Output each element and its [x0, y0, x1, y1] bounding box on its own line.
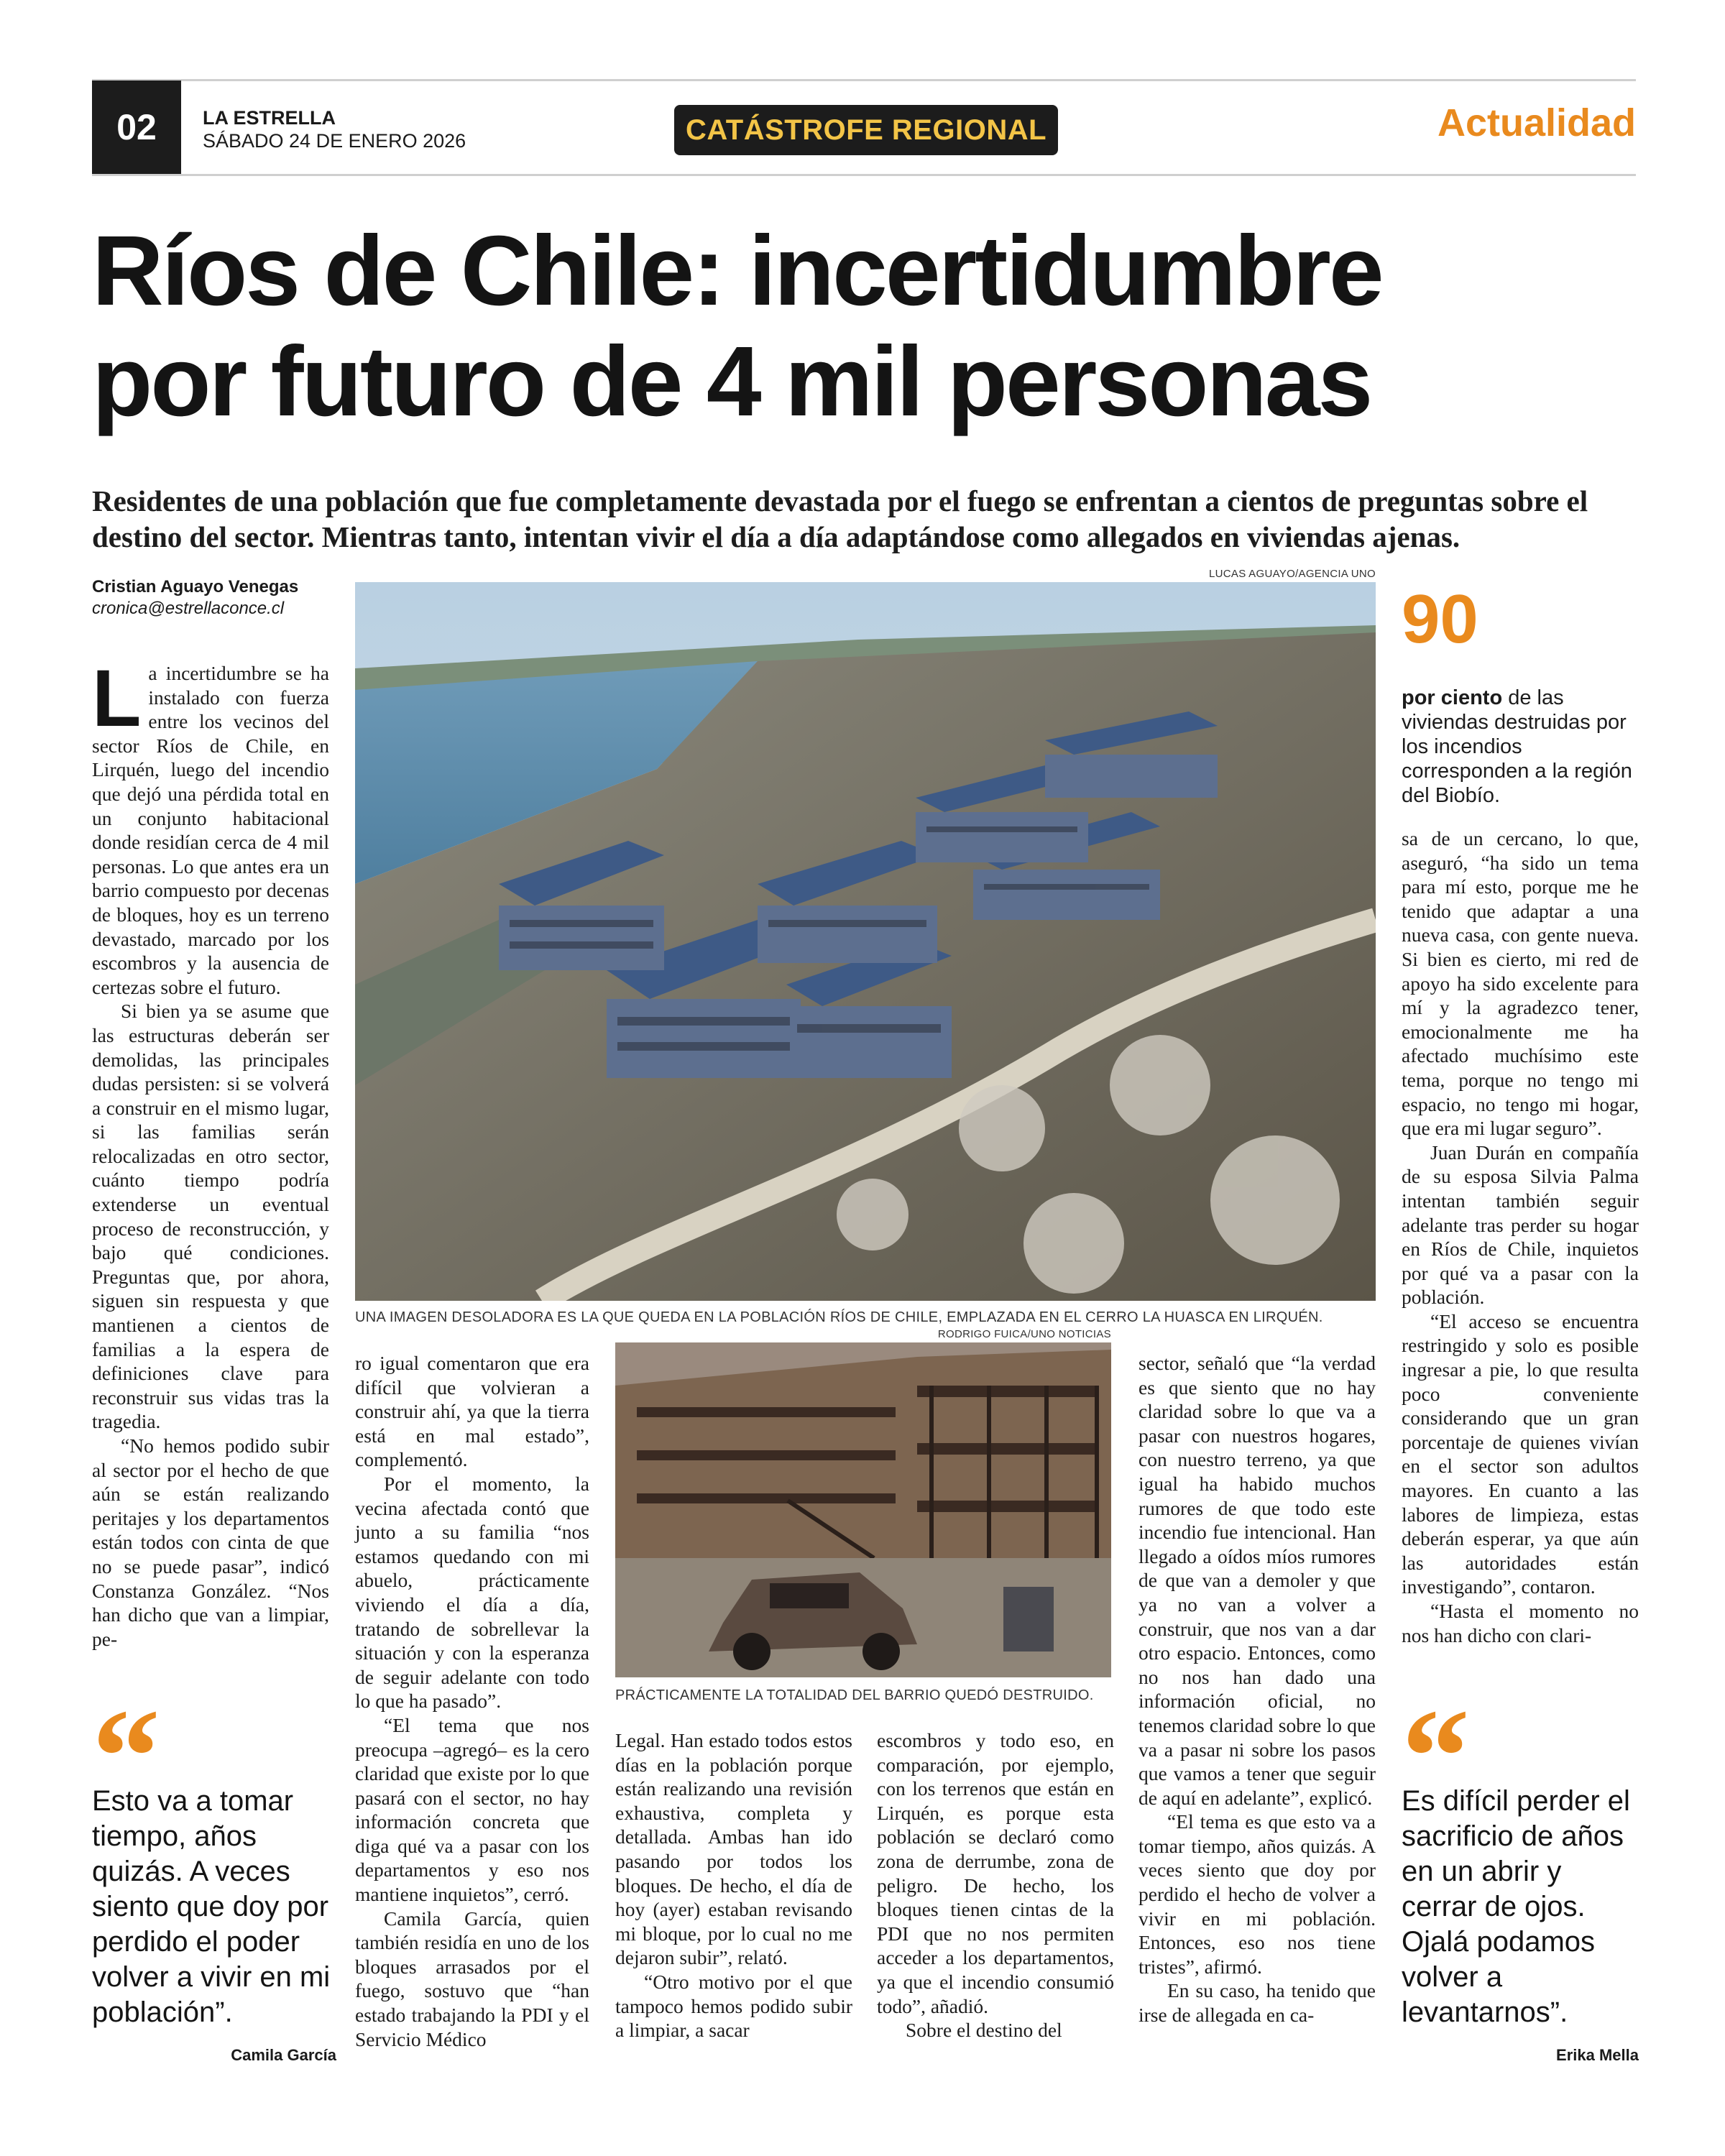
main-photo: [355, 582, 1376, 1301]
paragraph: “Hasta el momento no nos han dicho con clari-: [1402, 1600, 1639, 1646]
header-top-rule: [92, 79, 1636, 81]
paragraph: sa de un cercano, lo que, aseguró, “ha sido un tema para mí esto, porque me he tenido que adaptar a una nueva casa, con gente nueva. Si bien es cierto, mi red de apoyo ha sido excelente para mí y la agradezco tener, emocionalmente me ha afectado muchísimo este tema, porque no tengo mi espacio, no tengo mi hogar, que era mi lugar seguro”.: [1402, 827, 1639, 1140]
stat-description: por ciento de las viviendas destruidas por los incendios corresponden a la región del Biobío.: [1402, 686, 1632, 807]
paragraph: escombros y todo eso, en comparación, por ejemplo, con los terrenos que están en Lirquén, es porque esta población se declaró como zona de derrumbe, zona de peligro. De hecho, los bloques tienen cintas de la PDI que no nos permiten acceder a los departamentos, ya que el incendio consumió todo”, añadió.: [877, 1729, 1114, 2017]
paragraph: “El tema que nos preocupa –agregó– es la cero claridad que existe por lo que pasará con el sector, no hay información concreta que diga qué va a pasar con los departamentos y eso nos mantiene inquietos”, cerró.: [355, 1713, 589, 1906]
drop-cap: L: [92, 653, 142, 743]
aerial-burned-neighborhood-image: [355, 582, 1376, 1301]
article-column-3: [615, 1728, 852, 2042]
quote-mark-icon: [92, 1703, 336, 1775]
pull-quote-author: Erika Mella: [1556, 2046, 1639, 2064]
author-name: Cristian Aguayo Venegas: [92, 577, 299, 596]
issue-date: SÁBADO 24 DE ENERO 2026: [203, 130, 466, 152]
page-number: 02: [92, 80, 181, 174]
article-deck: Residentes de una población que fue completamente devastada por el fuego se enfrentan a cientos de preguntas sobre el destino del sector. Mientras tanto, intentan vivir el día a día adaptándose como allegados en viviendas ajenas.: [92, 484, 1588, 553]
main-photo-credit: LUCAS AGUAYO/AGENCIA UNO: [1209, 568, 1376, 580]
byline: [92, 576, 336, 619]
quote-mark-icon: [1402, 1703, 1639, 1775]
article-column-2: [355, 1351, 589, 2051]
header-bottom-rule: [92, 174, 1636, 176]
paper-name: LA ESTRELLA: [203, 107, 336, 129]
burned-car-building-image: [615, 1342, 1111, 1677]
paragraph: Legal. Han estado todos estos días en la población porque están realizando una revisión exhaustiva, completa y detallada. Ambas han ido pasando por todos los bloques. De hecho, el día de hoy (ayer) estaban revisando mi bloque, por lo cual no me dejaron subir”, relató.: [615, 1729, 852, 1969]
article-column-1: [92, 653, 329, 1651]
pull-quote-text: Esto va a tomar tiempo, años quizás. A veces siento que doy por perdido el poder volver a vivir en mi población”.: [92, 1785, 331, 2028]
headline: [92, 216, 1644, 437]
stat-number: 90: [1402, 581, 1478, 658]
paragraph: Camila García, quien también residía en uno de los bloques arrasados por el fuego, sostuvo que “han estado trabajando la PDI y el Servicio Médico: [355, 1907, 589, 2050]
pull-quote-text: Es difícil perder el sacrificio de años en un abrir y cerrar de ojos. Ojalá podamos volver a levantarnos”.: [1402, 1785, 1630, 2028]
headline-line-1: Ríos de Chile: incertidumbre: [92, 216, 1382, 326]
paragraph: “Otro motivo por el que tampoco hemos podido subir a limpiar, a sacar: [615, 1970, 852, 2042]
main-photo-caption: UNA IMAGEN DESOLADORA ES LA QUE QUEDA EN LA POBLACIÓN RÍOS DE CHILE, EMPLAZADA EN EL CERRO LA HUASCA EN LIRQUÉN.: [355, 1309, 1323, 1325]
paragraph: Si bien ya se asume que las estructuras deberán ser demolidas, las principales dudas persisten: si se volverá a construir en el mismo lugar, si las familias serán relocalizadas en otro sector, cuánto tiempo podría extenderse un eventual proceso de reconstrucción, y bajo qué condiciones. Preguntas que, por ahora, siguen sin respuesta y que mantienen a cientos de familias a la espera de definiciones clave para reconstruir sus vidas tras la tragedia.: [92, 1000, 329, 1433]
paragraph: Sobre el destino del: [906, 2019, 1062, 2042]
pull-quote-left: [92, 1703, 336, 2065]
article-column-5: [1138, 1351, 1376, 2027]
section-name: Actualidad: [1437, 101, 1636, 144]
paragraph: Juan Durán en compañía de su esposa Silvia Palma intentan también seguir adelante tras perder su hogar en Ríos de Chile, inquietos por qué va a pasar con la población.: [1402, 1141, 1639, 1309]
paragraph: En su caso, ha tenido que irse de allegada en ca-: [1138, 1979, 1376, 2027]
section-tag: CATÁSTROFE REGIONAL: [674, 105, 1058, 155]
pull-quote-right: [1402, 1703, 1639, 2065]
paragraph: “El tema es que esto va a tomar tiempo, años quizás. A veces siento que doy por perdido el hecho de volver a vivir en mi población. Entonces, eso nos tiene tristes”, afirmó.: [1138, 1810, 1376, 1978]
pull-quote-author: Camila García: [231, 2046, 336, 2064]
paragraph: “El acceso se encuentra restringido y solo es posible ingresar a pie, lo que resulta poco conveniente considerando que un gran porcentaje de quienes vivían en el sector son adultos mayores. En cuanto a las labores de limpieza, estas deberán esperar, ya que aún las autoridades están investigando”, contaron.: [1402, 1309, 1639, 1598]
paragraph: “No hemos podido subir al sector por el hecho de que aún se están realizando peritajes y los departamentos están todos con cinta de que no se puede pasar”, indicó Constanza González. “Nos han dicho que van a limpiar, pe-: [92, 1434, 329, 1650]
second-photo-credit: RODRIGO FUICA/UNO NOTICIAS: [937, 1328, 1111, 1340]
paragraph: sector, señaló que “la verdad es que siento que no hay claridad sobre lo que va a pasar con nuestros hogares, con nuestro terreno, ya que igual ha habido muchos rumores de que todo este incendio fue intencional. Han llegado a oídos míos rumores de que van a demoler y que ya no van a volver a construir, que nos van a dar otro espacio. Entonces, como no nos han dado una información oficial, no tenemos claridad sobre lo que va a pasar ni sobre los pasos que vamos a tener que seguir de aquí en adelante”, explicó.: [1138, 1352, 1376, 1809]
second-photo: [615, 1342, 1111, 1677]
paragraph: ro igual comentaron que era difícil que volvieran a construir ahí, ya que la tierra está en mal estado”, complementó.: [355, 1352, 589, 1471]
headline-line-2: por futuro de 4 mil personas: [92, 326, 1371, 437]
article-column-6: [1402, 826, 1639, 1647]
paragraph: Por el momento, la vecina afectada contó que junto a su familia “nos estamos quedando con mi abuelo, prácticamente viviendo el día a día, tratando de sobrellevar la situación y con la esperanza de seguir adelante con todo lo que ha pasado”.: [355, 1472, 589, 1713]
masthead: [203, 106, 466, 152]
stat-box: [1402, 581, 1639, 808]
author-email: cronica@estrellaconce.cl: [92, 599, 285, 618]
paragraph: La incertidumbre se ha instalado con fuerza entre los vecinos del sector Ríos de Chile, en Lirquén, luego del incendio que dejó una pérdida total en un conjunto habitacional donde residían cerca de 4 mil personas. Lo que antes era un barrio compuesto por decenas de bloques, hoy es un terreno devastado, marcado por los escombros y la ausencia de certezas sobre el futuro.: [92, 653, 329, 998]
article-column-4: [877, 1728, 1114, 2042]
second-photo-caption: PRÁCTICAMENTE LA TOTALIDAD DEL BARRIO QUEDÓ DESTRUIDO.: [615, 1687, 1094, 1703]
